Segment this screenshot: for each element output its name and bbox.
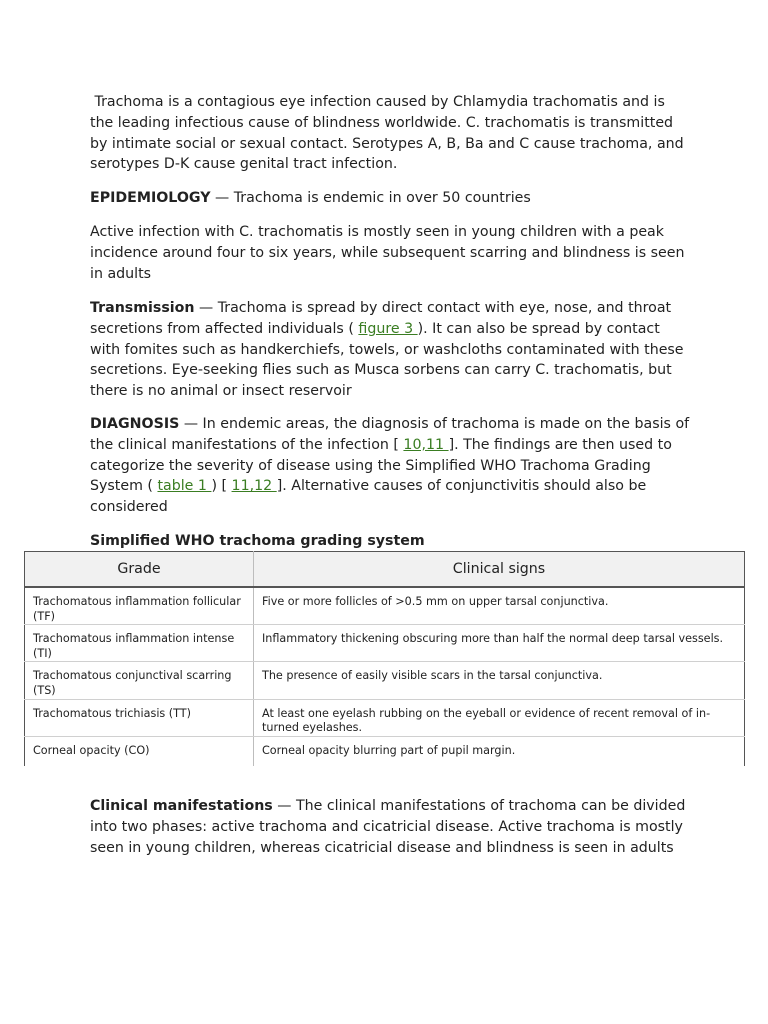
transmission-paragraph bbox=[90, 298, 690, 402]
epidemiology-heading: EPIDEMIOLOGY bbox=[90, 190, 211, 206]
table-row bbox=[25, 587, 745, 625]
table-header-row bbox=[25, 552, 745, 588]
table-row bbox=[25, 736, 745, 766]
table-row bbox=[25, 662, 745, 699]
reference-11-12-link[interactable]: 11,12 bbox=[231, 478, 277, 495]
intro-paragraph bbox=[90, 92, 690, 175]
clinical-manifestations-heading: Clinical manifestations bbox=[90, 798, 273, 814]
clinical-manifestations-paragraph bbox=[90, 796, 690, 858]
table-1-link[interactable]: table 1 bbox=[157, 478, 212, 495]
table-row bbox=[25, 625, 745, 662]
grade-cell: Trachomatous conjunctival scarring (TS) bbox=[25, 662, 254, 699]
clinical-signs-cell: Inflammatory thickening obscuring more than half the normal deep tarsal vessels. bbox=[254, 625, 745, 662]
clinical-signs-cell: Corneal opacity blurring part of pupil margin. bbox=[262, 743, 516, 757]
grade-column-header: Grade bbox=[25, 552, 254, 588]
intro-text: Trachoma is a contagious eye infection caused by Chlamydia trachomatis and is the leading infectious cause of blindness worldwide. C. trachomatis is transmitted by intimate social or sexual contact. Serotypes A, B, Ba and C cause trachoma, and serotypes D-K cause genital tract infection. bbox=[90, 94, 684, 173]
clinical-signs-column-header: Clinical signs bbox=[254, 552, 745, 588]
diagnosis-paragraph bbox=[90, 414, 690, 518]
diagnosis-text-4: ]. Alternative causes of conjunctivitis should also be considered bbox=[90, 478, 647, 516]
figure-3-link[interactable]: figure 3 bbox=[358, 320, 418, 337]
grade-cell: Trachomatous inflammation follicular (TF) bbox=[25, 587, 254, 625]
grading-table bbox=[24, 551, 745, 766]
transmission-text-before: — Trachoma is spread by direct contact with eye, nose, and throat secretions from affected individuals ( bbox=[90, 300, 672, 337]
grade-cell: Corneal opacity (CO) bbox=[25, 736, 254, 766]
table-caption: Simplified WHO trachoma grading system bbox=[90, 533, 425, 549]
clinical-signs-cell: Five or more follicles of >0.5 mm on upper tarsal conjunctiva. bbox=[254, 587, 745, 625]
grade-cell: Trachomatous inflammation intense (TI) bbox=[25, 625, 254, 662]
transmission-text-after: ). It can also be spread by contact with fomites such as handkerchiefs, towels, or washcloths contaminated with these secretions. Eye-seeking flies such as Musca sorbens can carry C. trachomatis, but there is no animal or insect reservoir bbox=[90, 320, 684, 400]
diagnosis-text-2: ]. The findings are then used to categorize the severity of disease using the Simplified WHO Trachoma Grading System ( bbox=[90, 436, 672, 495]
clinical-signs-cell: The presence of easily visible scars in the tarsal conjunctiva. bbox=[254, 662, 745, 699]
epidemiology-paragraph bbox=[90, 188, 690, 209]
grade-cell: Trachomatous trichiasis (TT) bbox=[25, 699, 254, 736]
diagnosis-text-1: — In endemic areas, the diagnosis of trachoma is made on the basis of the clinical manifestations of the infection [ bbox=[90, 416, 690, 453]
epidemiology-text: — Trachoma is endemic in over 50 countries bbox=[210, 190, 531, 206]
transmission-heading: Transmission bbox=[90, 300, 195, 316]
diagnosis-text-3: ) [ bbox=[211, 478, 232, 495]
clinical-signs-cell: At least one eyelash rubbing on the eyeball or evidence of recent removal of in-turned eyelashes. bbox=[254, 699, 745, 736]
clinical-manifestations-text: — The clinical manifestations of trachoma can be divided into two phases: active trachoma and cicatricial disease. Active trachoma is mostly seen in young children, whereas cicatricial disease and blindness is seen in adults bbox=[90, 798, 686, 856]
table-row bbox=[25, 699, 745, 736]
diagnosis-heading: DIAGNOSIS bbox=[90, 416, 180, 432]
reference-10-11-link[interactable]: 10,11 bbox=[403, 436, 449, 453]
active-infection-paragraph: Active infection with C. trachomatis is mostly seen in young children with a peak incidence around four to six years, while subsequent scarring and blindness is seen in adults bbox=[90, 224, 685, 282]
